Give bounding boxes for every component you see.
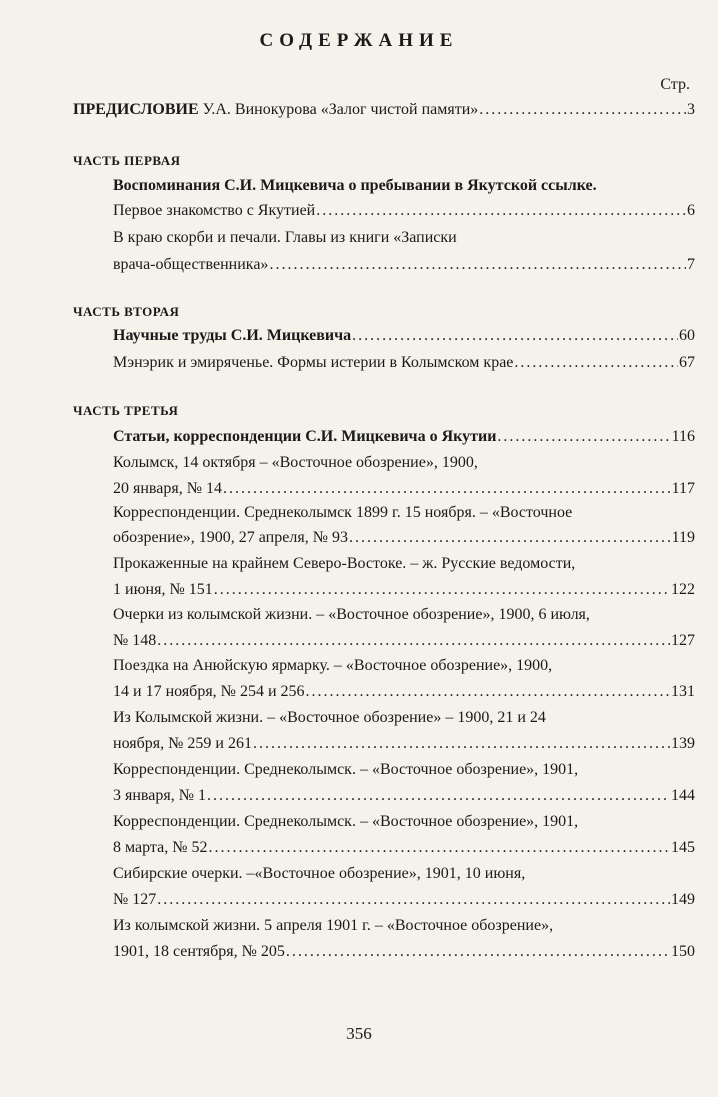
page-ref: 150: [671, 943, 695, 960]
page-ref: 122: [671, 581, 695, 598]
page-column-label: Стр.: [660, 76, 690, 93]
page-ref: 127: [671, 632, 695, 649]
toc-entry-line1: В краю скорби и печали. Главы из книги «Записки: [113, 229, 457, 246]
leader-dots: [352, 326, 678, 346]
page-title: СОДЕРЖАНИЕ: [259, 30, 459, 51]
toc-entry: 8 марта, № 52 ..... 145: [113, 838, 695, 858]
page-number: 356: [346, 1024, 372, 1043]
leader-dots: [207, 786, 670, 806]
toc-entry-line1: Колымск, 14 октября – «Восточное обозрение», 1900,: [113, 454, 478, 471]
part1-heading: ЧАСТЬ ПЕРВАЯ: [73, 153, 181, 168]
toc-entry: обозрение», 1900, 27 апреля, № 93 ..... 119: [113, 528, 695, 548]
leader-dots: [306, 682, 670, 702]
toc-entry: 1901, 18 сентября, № 205 ..... 150: [113, 942, 695, 962]
leader-dots: [157, 890, 670, 910]
toc-entry-line1: Из колымской жизни. 5 апреля 1901 г. – «Восточное обозрение»,: [113, 917, 554, 934]
toc-entry: 3 января, № 1 ..... 144: [113, 786, 695, 806]
toc-entry: № 127 ..... 149: [113, 890, 695, 910]
leader-dots: [497, 427, 670, 447]
part2-heading: ЧАСТЬ ВТОРАЯ: [73, 304, 180, 319]
toc-entry-line1: Прокаженные на крайнем Северо-Востоке. – ж. Русские ведомости,: [113, 555, 576, 572]
toc-entry: 1 июня, № 151 ..... 122: [113, 580, 695, 600]
toc-entry: № 148 ..... 127: [113, 631, 695, 651]
page-ref: 144: [671, 787, 695, 804]
leader-dots: [514, 353, 678, 373]
page-ref: 67: [679, 354, 695, 371]
part2-subtitle: Научные труды С.И. Мицкевича ..... 60: [113, 326, 695, 346]
page-ref: 7: [687, 256, 695, 273]
page-ref: 131: [671, 683, 695, 700]
toc-entry-line1: Корреспонденции. Среднеколымск. – «Восточное обозрение», 1901,: [113, 761, 579, 778]
leader-dots: [214, 580, 670, 600]
toc-entry-line1: Корреспонденции. Среднеколымск 1899 г. 15 ноября. – «Восточное: [113, 504, 573, 521]
toc-entry-line1: Сибирские очерки. –«Восточное обозрение», 1901, 10 июня,: [113, 865, 526, 882]
toc-entry-line1: Очерки из колымской жизни. – «Восточное обозрение», 1900, 6 июля,: [113, 606, 590, 623]
toc-entry: врача-общественника» ..... 7: [113, 255, 695, 275]
page-ref: 117: [671, 480, 695, 497]
toc-entry: 20 января, № 14 ..... 117: [113, 479, 695, 499]
leader-dots: [208, 838, 670, 858]
toc-entry: ноября, № 259 и 261 ..... 139: [113, 734, 695, 754]
page-ref: 145: [671, 839, 695, 856]
part1-subtitle: Воспоминания С.И. Мицкевича о пребывании в Якутской ссылке.: [113, 177, 597, 194]
page-ref: 60: [679, 327, 695, 344]
toc-entry: Мэнэрик и эмиряченье. Формы истерии в Колымском крае ..... 67: [113, 353, 695, 373]
toc-entry: Первое знакомство с Якутией ..... 6: [113, 201, 695, 221]
page-ref: 6: [687, 202, 695, 219]
leader-dots: [253, 734, 670, 754]
leader-dots: [479, 100, 686, 120]
toc-entry-line1: Из Колымской жизни. – «Восточное обозрение» – 1900, 21 и 24: [113, 709, 546, 726]
page-ref: 149: [671, 891, 695, 908]
toc-entry-line1: Корреспонденции. Среднеколымск. – «Восточное обозрение», 1901,: [113, 813, 579, 830]
preface-label: ПРЕДИСЛОВИЕ: [73, 101, 199, 118]
page-ref: 3: [687, 101, 695, 118]
leader-dots: [316, 201, 686, 221]
leader-dots: [286, 942, 670, 962]
toc-entry-preface: [73, 100, 695, 120]
preface-text: У.А. Винокурова «Залог чистой памяти»: [198, 101, 479, 118]
leader-dots: [157, 631, 670, 651]
part3-heading: ЧАСТЬ ТРЕТЬЯ: [73, 403, 179, 418]
page-ref: 119: [671, 529, 695, 546]
page-ref: 139: [671, 735, 695, 752]
part3-subtitle: Статьи, корреспонденции С.И. Мицкевича о Якутии ..... 116: [113, 427, 695, 447]
toc-entry-line1: Поездка на Анюйскую ярмарку. – «Восточное обозрение», 1900,: [113, 657, 553, 674]
leader-dots: [223, 479, 671, 499]
leader-dots: [349, 528, 671, 548]
leader-dots: [269, 255, 686, 275]
toc-entry: 14 и 17 ноября, № 254 и 256 ..... 131: [113, 682, 695, 702]
page-ref: 116: [671, 428, 695, 445]
